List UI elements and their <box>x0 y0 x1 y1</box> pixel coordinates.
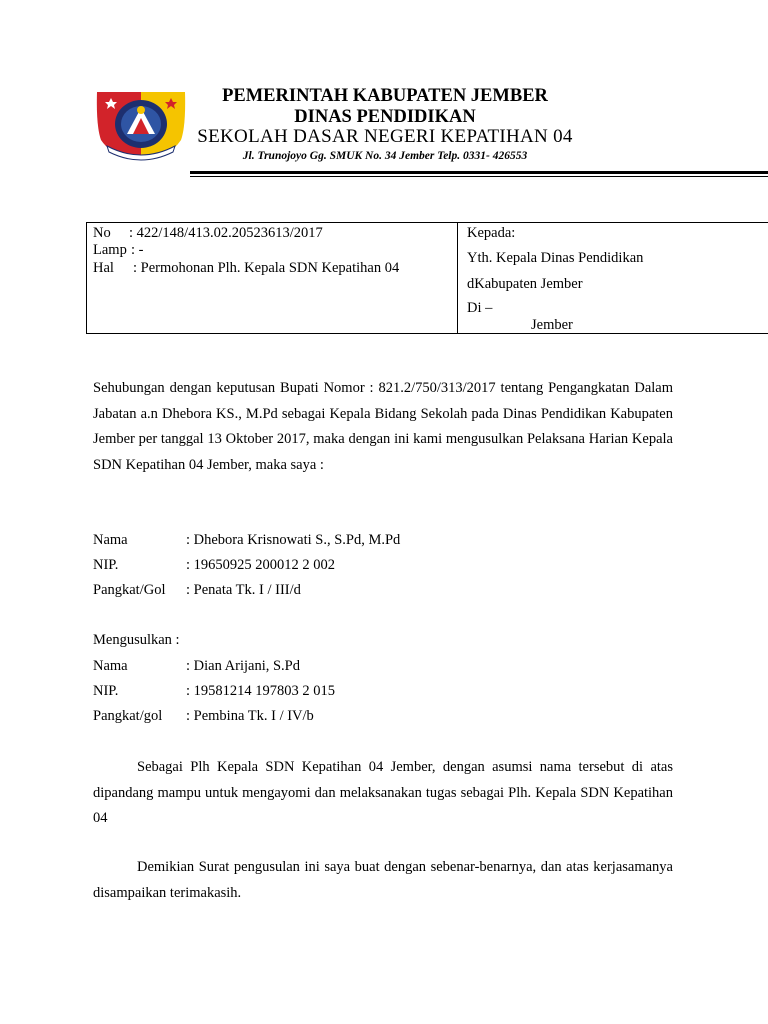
letter-number-value: : 422/148/413.02.20523613/2017 <box>129 225 323 241</box>
person2-name-row <box>93 658 300 675</box>
jember-coat-of-arms-logo <box>93 88 189 168</box>
person2-nip-label: NIP. <box>93 683 119 699</box>
closing-paragraph: Demikian Surat pengusulan ini saya buat dengan sebenar-benarnya, dan atas kerjasamanya disampaikan terimakasih. <box>93 859 673 901</box>
person2-rank-row <box>93 708 314 725</box>
person1-nip-row <box>93 557 335 574</box>
person1-nip-label: NIP. <box>93 557 119 573</box>
person2-nip-value: : 19581214 197803 2 015 <box>186 683 336 699</box>
intro-paragraph: Sehubungan dengan keputusan Bupati Nomor : 821.2/750/313/2017 tentang Pengangkatan Dalam Jabatan a.n Dhebora KS., M.Pd sebagai Kepala Bidang Sekolah pada Dinas Pendidikan Kabupaten Jember per tanggal 13 Oktober 2017, maka dengan ini kami mengusulkan Pelaksana Harian Kepala SDN Kepatihan 04 Jember, maka saya : <box>93 380 673 473</box>
recipient-di: Di – <box>467 300 493 316</box>
letter-info-divider <box>457 223 458 333</box>
person2-rank-label: Pangkat/gol <box>93 708 163 724</box>
attachment-value: : - <box>131 242 144 258</box>
person2-name-value: : Dian Arijani, S.Pd <box>186 658 300 674</box>
letter-number-label: No <box>93 225 111 241</box>
person2-rank-value: : Pembina Tk. I / IV/b <box>186 708 314 724</box>
recipient-title: Yth. Kepala Dinas Pendidikan <box>467 250 644 266</box>
subject-label: Hal <box>93 260 114 276</box>
person2-nip-row <box>93 683 335 700</box>
person1-rank-label: Pangkat/Gol <box>93 582 166 598</box>
letter-number-line <box>93 225 323 242</box>
header-government: PEMERINTAH KABUPATEN JEMBER <box>222 86 548 106</box>
subject-line <box>93 260 399 277</box>
proposal-heading: Mengusulkan : <box>93 632 180 648</box>
header-department: DINAS PENDIDIKAN <box>294 107 476 127</box>
letter-info-box <box>86 222 768 334</box>
assumption-paragraph: Sebagai Plh Kepala SDN Kepatihan 04 Jember, dengan asumsi nama tersebut di atas dipandang mampu untuk mengayomi dan melaksanakan tugas sebagai Plh. Kepala SDN Kepatihan 04 <box>93 759 673 826</box>
person1-nip-value: : 19650925 200012 2 002 <box>186 557 336 573</box>
subject-value: : Permohonan Plh. Kepala SDN Kepatihan 04 <box>133 260 400 276</box>
header-divider-thick <box>190 171 768 174</box>
recipient-city: Jember <box>531 317 573 333</box>
person1-rank-value: : Penata Tk. I / III/d <box>186 582 301 598</box>
person1-name-label: Nama <box>93 532 128 548</box>
attachment-label: Lamp <box>93 242 127 258</box>
recipient-region: dKabupaten Jember <box>467 276 583 292</box>
person1-name-value: : Dhebora Krisnowati S., S.Pd, M.Pd <box>186 532 401 548</box>
person1-rank-row <box>93 582 301 599</box>
header-school-name: SEKOLAH DASAR NEGERI KEPATIHAN 04 <box>197 126 573 147</box>
person2-name-label: Nama <box>93 658 128 674</box>
person1-name-row <box>93 532 400 549</box>
header-address: Jl. Trunojoyo Gg. SMUK No. 34 Jember Telp. 0331- 426553 <box>242 150 528 162</box>
attachment-line <box>93 242 143 259</box>
recipient-kepada: Kepada: <box>467 225 516 241</box>
header-divider-thin <box>190 176 768 177</box>
